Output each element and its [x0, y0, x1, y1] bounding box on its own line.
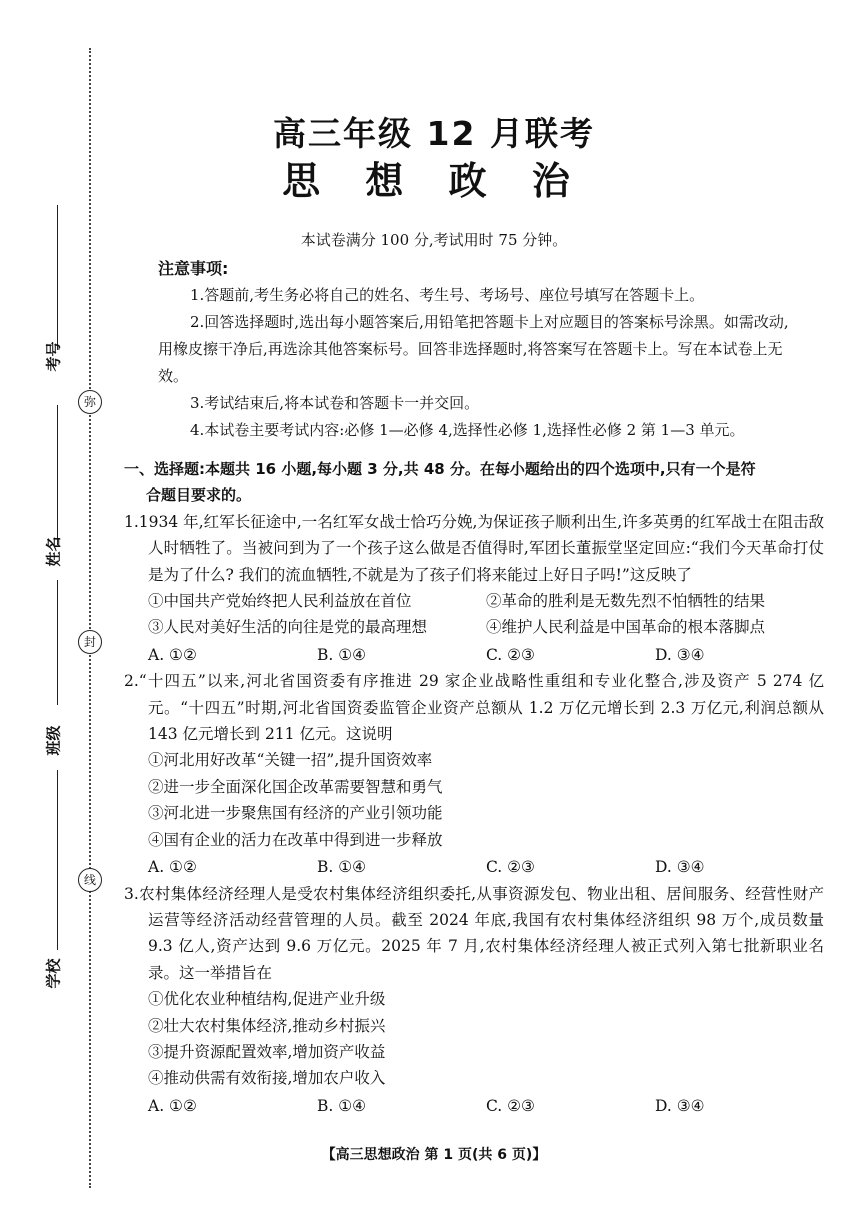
statement: ①优化农业种植结构,促进产业升级 — [148, 990, 386, 1009]
section-header-cont: 合题目要求的。 — [146, 486, 252, 505]
exam-number-fill-line — [57, 205, 58, 350]
question-stem: 2.“十四五”以来,河北省国资委有序推进 29 家企业战略性重组和专业化整合,涉及资产 5 274 亿元。“十四五”时期,河北省国资委监管企业资产总额从 1.2 万亿元增长到 2.3 万亿元,利润总额从 143 亿元增长到 211 亿元。这说明 — [124, 672, 824, 744]
section-header: 一、选择题:本题共 16 小题,每小题 3 分,共 48 分。在每小题给出的四个选项中,只有一个是符 — [124, 460, 756, 478]
statement: ④维护人民利益是中国革命的根本落脚点 — [486, 618, 766, 637]
option-c: C. ②③ — [486, 1096, 535, 1115]
seal-dotted-line — [89, 48, 91, 1188]
page-footer: 【高三思想政治 第 1 页(共 6 页)】 — [321, 1147, 547, 1163]
statement-row — [124, 614, 824, 640]
option-b: B. ①④ — [317, 645, 367, 664]
option-c: C. ②③ — [486, 858, 535, 877]
question-stem: 3.农村集体经济经理人是受农村集体经济组织委托,从事资源发包、物业出租、居间服务、经营性财产运营等经济活动经营管理的人员。截至 2024 年底,我国有农村集体经济组织 98 万个,成员数量 9.3 亿人,资产达到 9.6 万亿元。2025 年 7 月,农村集体经济经理人被正式列入第七批新职业名录。这一举措旨在 — [124, 884, 824, 982]
exam-info: 本试卷满分 100 分,考试用时 75 分钟。 — [300, 231, 568, 249]
question-stem: 1.1934 年,红军长征途中,一名红军女战士恰巧分娩,为保证孩子顺利出生,许多英勇的红军战士在阻击敌人时牺牲了。当被问到为了一个孩子这么做是否值得时,军团长董振堂坚定回应:“我们今天革命打仗是为了什么? 我们的流血牺牲,不就是为了孩子们将来能过上好日子吗!”这反映了 — [124, 512, 824, 584]
notes-block — [158, 255, 798, 444]
question-3 — [124, 881, 824, 1120]
statement: ③河北进一步聚焦国有经济的产业引领功能 — [148, 804, 443, 823]
statement: ①中国共产党始终把人民利益放在首位 — [148, 592, 412, 611]
seal-mark-mi: 弥 — [78, 390, 102, 414]
note-item: 2.回答选择题时,选出每小题答案后,用铅笔把答题卡上对应题目的答案标号涂黑。如需改动,用橡皮擦干净后,再选涂其他答案标号。回答非选择题时,将答案写在答题卡上。写在本试卷上无效。 — [158, 313, 789, 385]
statement-row — [124, 588, 824, 614]
option-d: D. ③④ — [655, 858, 705, 877]
statement: ④国有企业的活力在改革中得到进一步释放 — [148, 830, 443, 849]
option-a: A. ①② — [148, 1096, 197, 1115]
option-a: A. ①② — [148, 645, 197, 664]
option-b: B. ①④ — [317, 1096, 367, 1115]
seal-mark-feng: 封 — [78, 630, 102, 654]
statement: ②壮大农村集体经济,推动乡村振兴 — [148, 1016, 386, 1035]
subject-title: 思 想 政 治 — [282, 159, 586, 203]
note-item: 4.本试卷主要考试内容:必修 1—必修 4,选择性必修 1,选择性必修 2 第 1—3 单元。 — [190, 421, 745, 439]
school-fill-line — [57, 770, 58, 950]
notes-title: 注意事项: — [158, 259, 229, 278]
seal-mark-xian: 线 — [78, 868, 102, 892]
name-fill-line — [57, 405, 58, 545]
margin-label-school: 学校 — [44, 958, 63, 989]
question-1 — [124, 509, 824, 668]
statement: ④推动供需有效衔接,增加农户收入 — [148, 1069, 386, 1088]
margin-label-class: 班级 — [44, 725, 63, 756]
option-d: D. ③④ — [655, 645, 705, 664]
margin-label-exam-number: 考号 — [44, 341, 63, 372]
statement: ②革命的胜利是无数先烈不怕牺牲的结果 — [486, 592, 766, 611]
margin-label-name: 姓名 — [44, 536, 63, 567]
option-d: D. ③④ — [655, 1096, 705, 1115]
questions-area — [124, 456, 824, 1119]
option-a: A. ①② — [148, 858, 197, 877]
statement: ③人民对美好生活的向往是党的最高理想 — [148, 618, 428, 637]
answer-options — [124, 1093, 824, 1119]
option-c: C. ②③ — [486, 645, 535, 664]
answer-options — [124, 642, 824, 668]
statement: ①河北用好改革“关键一招”,提升国资效率 — [148, 751, 433, 770]
note-item: 3.考试结束后,将本试卷和答题卡一并交回。 — [190, 394, 480, 412]
exam-title: 高三年级 12 月联考 — [273, 114, 595, 153]
statement: ③提升资源配置效率,增加资产收益 — [148, 1042, 386, 1061]
option-b: B. ①④ — [317, 858, 367, 877]
class-fill-line — [57, 580, 58, 705]
note-item: 1.答题前,考生务必将自己的姓名、考生号、考场号、座位号填写在答题卡上。 — [190, 286, 705, 304]
question-2 — [124, 668, 824, 880]
answer-options — [124, 854, 824, 880]
statement: ②进一步全面深化国企改革需要智慧和勇气 — [148, 777, 443, 796]
